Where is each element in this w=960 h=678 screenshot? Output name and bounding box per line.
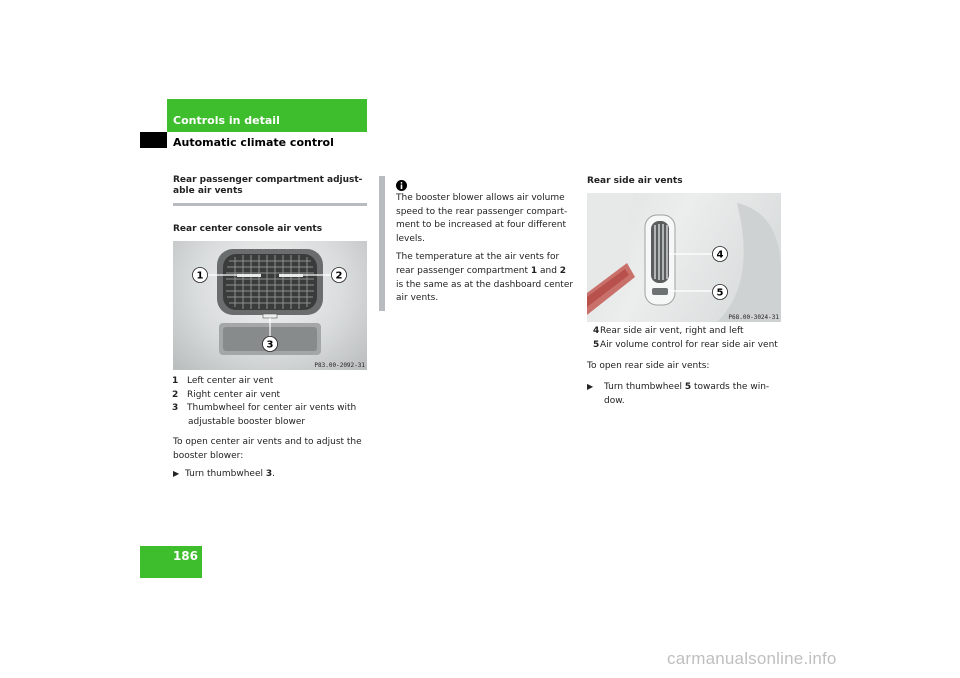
- legend-item: 3 Thumbwheel for center air vents with adjustable booster blower: [172, 403, 357, 427]
- note-paragraph-2: The temperature at the air vents for rear passenger compartment 1 and 2 is the same as at the dashboard center air vents.: [396, 252, 574, 304]
- side-vents-step: ▶ Turn thumbwheel 5 towards the win- dow.: [587, 382, 770, 406]
- rear-vents-heading: Rear passenger compartment adjust-able air vents: [173, 175, 363, 196]
- side-vents-figure: [587, 193, 781, 322]
- center-vents-step: ▶ Turn thumbwheel 3.: [173, 469, 275, 479]
- page-number: 186: [172, 549, 198, 563]
- legend-item: 4Rear side air vent, right and left: [593, 326, 744, 336]
- callout-1: 1: [196, 270, 204, 282]
- watermark: carmanualsonline.info: [667, 649, 837, 668]
- subsection-title: Automatic climate control: [173, 136, 334, 149]
- note-bar: [379, 176, 385, 311]
- legend-item: 2 Right center air vent: [172, 389, 281, 400]
- header-bar: [167, 99, 367, 132]
- center-vents-instruction: To open center air vents and to adjust the booster blower:: [173, 437, 362, 461]
- center-console-vents-heading: Rear center console air vents: [173, 224, 323, 234]
- side-vents-legend: [593, 325, 793, 352]
- side-vents-instruction: To open rear side air vents:: [587, 361, 710, 371]
- side-vents-heading: Rear side air vents: [587, 176, 683, 186]
- callout-4: 4: [716, 249, 724, 261]
- figure-code: P83.00-2092-31: [314, 362, 365, 369]
- heading-rule: [173, 203, 367, 206]
- callout-5: 5: [716, 287, 724, 299]
- center-vents-figure: [173, 241, 367, 370]
- page-number-tab: [140, 546, 202, 578]
- center-vents-legend: [172, 375, 370, 429]
- note-paragraph-1: The booster blower allows air volume speed to the rear passenger compart-ment to be increased at four different levels.: [396, 193, 568, 244]
- header-marker: [140, 132, 167, 148]
- booster-note: [396, 192, 576, 306]
- legend-item: 1 Left center air vent: [172, 376, 274, 386]
- figure-code: P68.00-3024-31: [728, 314, 779, 321]
- side-vents-illustration: [587, 193, 781, 322]
- triangle-right-icon: ▶: [173, 469, 180, 478]
- section-title: Controls in detail: [173, 114, 280, 127]
- legend-item: 5Air volume control for rear side air vent: [593, 339, 778, 350]
- center-vents-illustration: [173, 241, 367, 370]
- triangle-right-icon: ▶: [587, 382, 594, 391]
- callout-2: 2: [335, 270, 343, 282]
- callout-3: 3: [266, 339, 274, 351]
